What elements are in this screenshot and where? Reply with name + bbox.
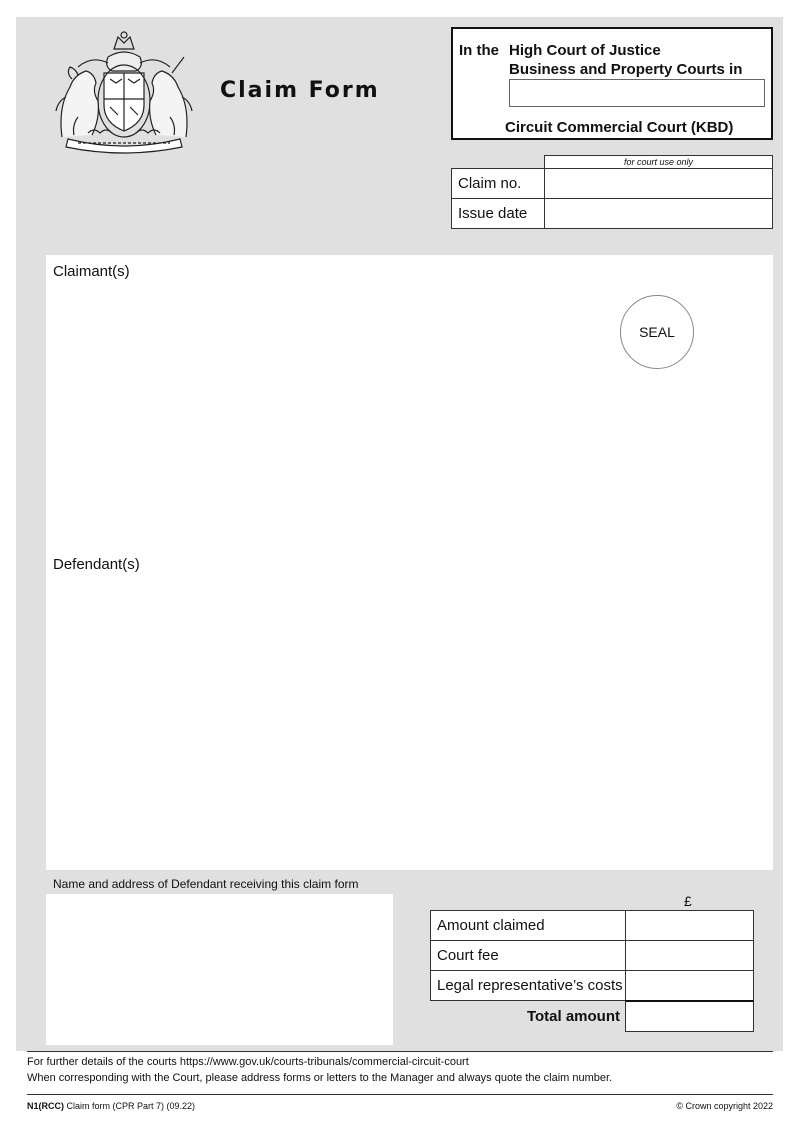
- seal-label: SEAL: [639, 324, 675, 340]
- parties-panel[interactable]: [46, 255, 773, 870]
- court-fee-label: Court fee: [430, 940, 626, 971]
- in-the-label: In the: [459, 42, 499, 59]
- legal-costs-field[interactable]: [625, 970, 754, 1001]
- defendant-address-field[interactable]: [46, 894, 393, 1045]
- court-name-line2: Business and Property Courts in: [509, 61, 743, 78]
- form-code-line: [27, 1101, 195, 1111]
- claim-no-field[interactable]: [544, 168, 773, 199]
- legal-costs-label: Legal representative’s costs: [430, 970, 626, 1001]
- court-name-line1: High Court of Justice: [509, 42, 661, 59]
- total-amount-field[interactable]: [625, 1000, 754, 1032]
- form-code: N1(RCC): [27, 1101, 64, 1111]
- form-description: Claim form (CPR Part 7) (09.22): [64, 1101, 196, 1111]
- court-box: [451, 27, 773, 140]
- footer-divider-top: [27, 1051, 773, 1052]
- court-location-field[interactable]: [509, 79, 765, 107]
- form-title: Claim Form: [220, 78, 380, 103]
- footer-line1: For further details of the courts https://www.gov.uk/courts-tribunals/commercial-circuit-court: [27, 1056, 469, 1068]
- royal-coat-of-arms-icon: [48, 27, 200, 155]
- claimants-label: Claimant(s): [53, 263, 130, 280]
- defendant-address-label: Name and address of Defendant receiving this claim form: [53, 877, 359, 891]
- court-use-caption: for court use only: [544, 155, 773, 169]
- defendants-label: Defendant(s): [53, 556, 140, 573]
- court-name-line3: Circuit Commercial Court (KBD): [505, 119, 734, 136]
- amount-claimed-label: Amount claimed: [430, 910, 626, 941]
- currency-symbol: £: [684, 893, 692, 909]
- issue-date-field[interactable]: [544, 198, 773, 229]
- claim-no-label: Claim no.: [451, 168, 545, 199]
- copyright: © Crown copyright 2022: [676, 1101, 773, 1111]
- court-fee-field[interactable]: [625, 940, 754, 971]
- total-amount-label: Total amount: [526, 1008, 620, 1025]
- issue-date-label: Issue date: [451, 198, 545, 229]
- footer-line2: When corresponding with the Court, please address forms or letters to the Manager and always quote the claim number.: [27, 1072, 613, 1084]
- seal-circle: [620, 295, 694, 369]
- footer-divider-bottom: [27, 1094, 773, 1095]
- amount-claimed-field[interactable]: [625, 910, 754, 941]
